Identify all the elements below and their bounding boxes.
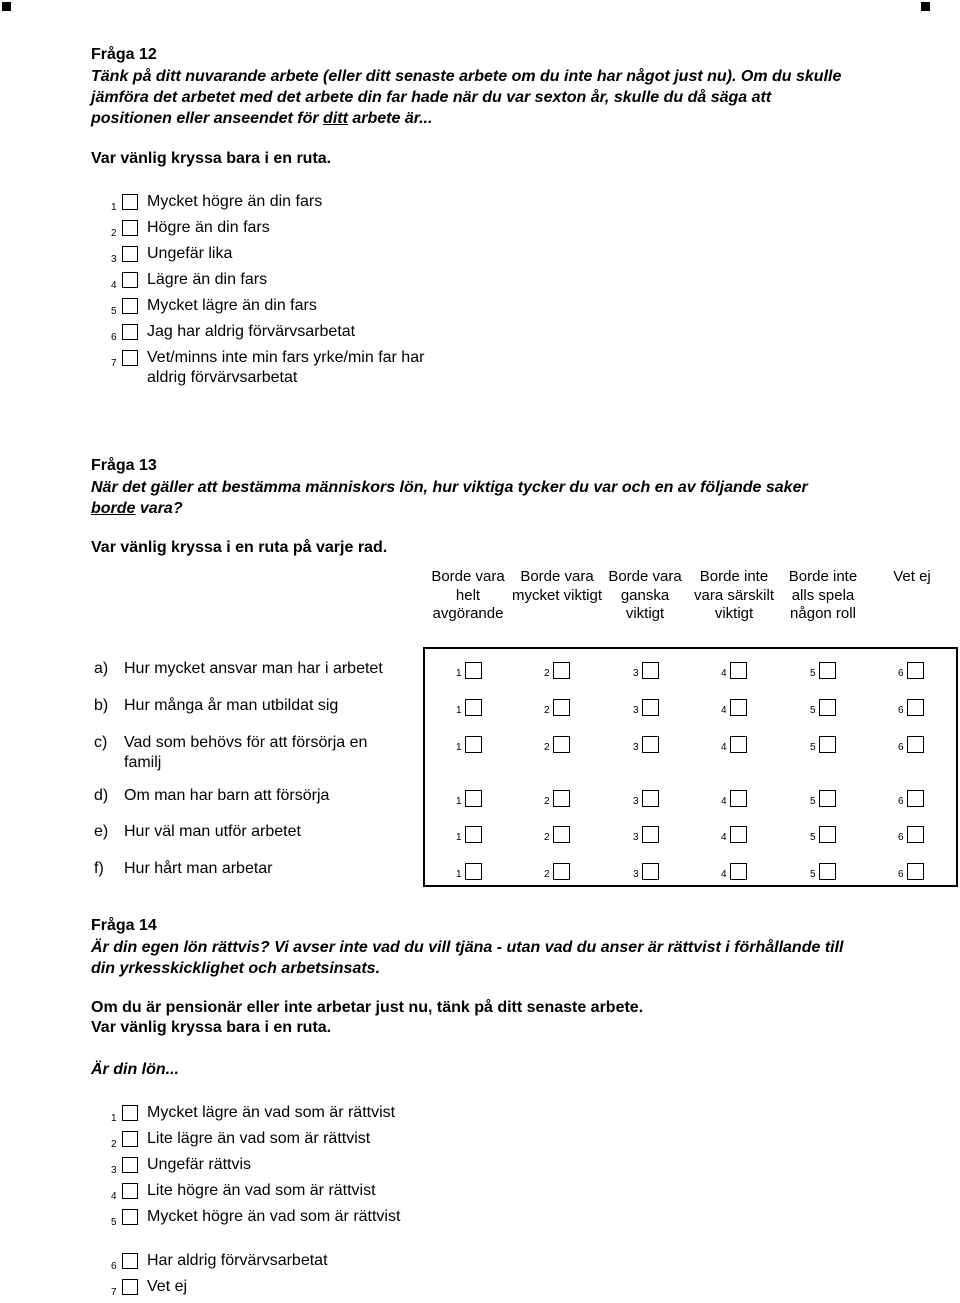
option-number: 2 <box>544 869 550 880</box>
option-number: 2 <box>111 228 117 239</box>
q14-intro <box>91 937 931 979</box>
checkbox[interactable] <box>730 826 747 843</box>
option-label: Lägre än din fars <box>147 271 268 288</box>
option-number: 6 <box>898 705 904 716</box>
row-d-option-4[interactable] <box>721 792 751 808</box>
checkbox[interactable] <box>122 350 138 366</box>
option-number: 1 <box>456 832 462 843</box>
option-number: 5 <box>111 306 117 317</box>
checkbox[interactable] <box>907 662 924 679</box>
option-number: 1 <box>111 202 117 213</box>
option-label: Ungefär lika <box>147 245 233 262</box>
option-number: 6 <box>898 668 904 679</box>
row-a-option-2[interactable] <box>544 664 574 680</box>
option-number: 2 <box>544 668 550 679</box>
option-label: Lite lägre än vad som är rättvist <box>147 1130 371 1147</box>
option-label: Mycket högre än din fars <box>147 193 323 210</box>
option-number: 4 <box>111 280 117 291</box>
checkbox[interactable] <box>465 662 482 679</box>
row-c-option-2[interactable] <box>544 738 574 754</box>
column-header-1: Borde vara helt avgörande <box>431 568 505 622</box>
option-number: 4 <box>721 869 727 880</box>
checkbox[interactable] <box>122 220 138 236</box>
checkbox[interactable] <box>730 863 747 880</box>
option-label: Vet/minns inte min fars yrke/min far har aldrig förvärvsarbetat <box>147 349 425 386</box>
checkbox[interactable] <box>553 662 570 679</box>
checkbox[interactable] <box>819 662 836 679</box>
row-d-option-3[interactable] <box>633 792 663 808</box>
option-number: 1 <box>111 1113 117 1124</box>
checkbox[interactable] <box>553 790 570 807</box>
corner-mark-left <box>2 2 11 11</box>
row-text: Hur väl man utför arbetet <box>124 823 301 840</box>
checkbox[interactable] <box>642 736 659 753</box>
row-letter: b) <box>94 697 109 714</box>
row-c-option-5[interactable] <box>810 738 840 754</box>
option-number: 2 <box>544 796 550 807</box>
row-f-option-5[interactable] <box>810 865 840 881</box>
q13-title: Fråga 13 <box>91 457 157 474</box>
row-b-option-2[interactable] <box>544 701 574 717</box>
row-f-option-4[interactable] <box>721 865 751 881</box>
option-number: 7 <box>111 358 117 369</box>
row-e-option-1[interactable] <box>456 828 486 844</box>
row-c-option-1[interactable] <box>456 738 486 754</box>
checkbox[interactable] <box>465 736 482 753</box>
option-number: 6 <box>898 832 904 843</box>
option-label: Jag har aldrig förvärvsarbetat <box>147 323 356 340</box>
q13-intro-line-2 <box>91 498 931 519</box>
option-number: 2 <box>544 832 550 843</box>
option-number: 6 <box>898 742 904 753</box>
q14-title: Fråga 14 <box>91 917 157 934</box>
option-label: Mycket högre än vad som är rättvist <box>147 1208 401 1225</box>
option-number: 1 <box>456 796 462 807</box>
q12-intro-line-3 <box>91 108 931 129</box>
row-e-option-2[interactable] <box>544 828 574 844</box>
checkbox[interactable] <box>730 699 747 716</box>
row-c-option-3[interactable] <box>633 738 663 754</box>
checkbox[interactable] <box>122 324 138 340</box>
checkbox[interactable] <box>907 863 924 880</box>
row-a-option-4[interactable] <box>721 664 751 680</box>
row-a-option-3[interactable] <box>633 664 663 680</box>
checkbox[interactable] <box>819 699 836 716</box>
checkbox[interactable] <box>819 826 836 843</box>
q12-intro-line-2: jämföra det arbetet med det arbete din far hade när du var sexton år, skulle du då säga att <box>91 89 772 106</box>
q14-intro-line-2: din yrkesskicklighet och arbetsinsats. <box>91 960 381 977</box>
row-b-option-6[interactable] <box>898 701 928 717</box>
option-number: 3 <box>633 869 639 880</box>
checkbox[interactable] <box>642 699 659 716</box>
row-f-option-2[interactable] <box>544 865 574 881</box>
corner-mark-right <box>921 2 930 11</box>
column-header-4: Borde inte vara särskilt viktigt <box>693 568 775 622</box>
row-c-option-6[interactable] <box>898 738 928 754</box>
checkbox[interactable] <box>465 790 482 807</box>
row-f-option-6[interactable] <box>898 865 928 881</box>
row-letter: c) <box>94 734 108 751</box>
checkbox[interactable] <box>122 246 138 262</box>
row-letter: f) <box>94 860 104 877</box>
column-header-3: Borde vara ganska viktigt <box>608 568 682 622</box>
row-text: Om man har barn att försörja <box>124 787 330 804</box>
row-d-option-5[interactable] <box>810 792 840 808</box>
option-number: 1 <box>456 869 462 880</box>
checkbox[interactable] <box>122 1253 138 1269</box>
checkbox[interactable] <box>122 1183 138 1199</box>
option-number: 1 <box>456 742 462 753</box>
column-header-2: Borde vara mycket viktigt <box>512 568 603 604</box>
checkbox[interactable] <box>122 1157 138 1173</box>
option-number: 1 <box>456 668 462 679</box>
option-label: Högre än din fars <box>147 219 270 236</box>
option-number: 3 <box>633 668 639 679</box>
row-letter: e) <box>94 823 109 840</box>
checkbox[interactable] <box>907 699 924 716</box>
q12-intro-line-1: Tänk på ditt nuvarande arbete (eller ditt senaste arbete om du inte har något just nu). Om du skulle <box>91 68 842 85</box>
option-label: Lite högre än vad som är rättvist <box>147 1182 376 1199</box>
grid-top-border <box>423 647 958 649</box>
q14-instruction: Var vänlig kryssa bara i en ruta. <box>91 1019 332 1036</box>
option-number: 6 <box>111 332 117 343</box>
option-number: 5 <box>810 742 816 753</box>
checkbox[interactable] <box>553 699 570 716</box>
checkbox[interactable] <box>465 826 482 843</box>
option-number: 6 <box>111 1261 117 1272</box>
q14-note: Om du är pensionär eller inte arbetar just nu, tänk på ditt senaste arbete. <box>91 999 644 1016</box>
option-number: 5 <box>111 1217 117 1228</box>
option-number: 3 <box>633 796 639 807</box>
row-b-option-5[interactable] <box>810 701 840 717</box>
checkbox[interactable] <box>465 699 482 716</box>
option-number: 4 <box>721 668 727 679</box>
checkbox[interactable] <box>907 826 924 843</box>
checkbox[interactable] <box>465 863 482 880</box>
option-number: 2 <box>544 705 550 716</box>
checkbox[interactable] <box>642 863 659 880</box>
q14-intro-line-1: Är din egen lön rättvis? Vi avser inte vad du vill tjäna - utan vad du anser är rättvist i förhållande till <box>91 939 844 956</box>
option-label: Har aldrig förvärvsarbetat <box>147 1252 328 1269</box>
option-number: 5 <box>810 869 816 880</box>
q14-question: Är din lön... <box>91 1061 179 1078</box>
option-number: 5 <box>810 705 816 716</box>
q13-intro <box>91 477 931 519</box>
q12-intro <box>91 66 931 129</box>
option-number: 4 <box>721 832 727 843</box>
row-b-option-1[interactable] <box>456 701 486 717</box>
option-number: 7 <box>111 1287 117 1298</box>
checkbox[interactable] <box>642 790 659 807</box>
row-e-option-4[interactable] <box>721 828 751 844</box>
q12-intro-line-3a: positionen eller anseendet för <box>91 110 324 127</box>
checkbox[interactable] <box>819 863 836 880</box>
row-letter: d) <box>94 787 109 804</box>
row-e-option-6[interactable] <box>898 828 928 844</box>
option-number: 3 <box>633 832 639 843</box>
checkbox[interactable] <box>819 736 836 753</box>
option-number: 4 <box>721 742 727 753</box>
checkbox[interactable] <box>642 662 659 679</box>
option-number: 6 <box>898 796 904 807</box>
row-f-option-1[interactable] <box>456 865 486 881</box>
checkbox[interactable] <box>730 662 747 679</box>
checkbox[interactable] <box>122 1209 138 1225</box>
q13-intro-line-2b: vara? <box>135 500 183 517</box>
option-number: 4 <box>721 796 727 807</box>
checkbox[interactable] <box>553 736 570 753</box>
grid-right-border <box>956 647 958 887</box>
checkbox[interactable] <box>122 298 138 314</box>
option-number: 2 <box>111 1139 117 1150</box>
checkbox[interactable] <box>553 826 570 843</box>
row-text: Hur många år man utbildat sig <box>124 697 339 714</box>
checkbox[interactable] <box>907 736 924 753</box>
option-number: 3 <box>111 1165 117 1176</box>
row-b-option-4[interactable] <box>721 701 751 717</box>
q12-instruction: Var vänlig kryssa bara i en ruta. <box>91 150 332 167</box>
row-a-option-5[interactable] <box>810 664 840 680</box>
grid-bottom-border <box>423 885 958 887</box>
q13-intro-line-1: När det gäller att bestämma människors lön, hur viktiga tycker du var och en av följande saker <box>91 479 808 496</box>
row-text: Hur mycket ansvar man har i arbetet <box>124 660 383 677</box>
checkbox[interactable] <box>122 272 138 288</box>
row-d-option-1[interactable] <box>456 792 486 808</box>
grid-left-border <box>423 647 425 887</box>
option-label: Mycket lägre än din fars <box>147 297 317 314</box>
row-b-option-3[interactable] <box>633 701 663 717</box>
option-number: 5 <box>810 832 816 843</box>
option-number: 4 <box>111 1191 117 1202</box>
row-e-option-3[interactable] <box>633 828 663 844</box>
column-header-5: Borde inte alls spela någon roll <box>788 568 858 622</box>
checkbox[interactable] <box>122 1105 138 1121</box>
q13-instruction: Var vänlig kryssa i en ruta på varje rad. <box>91 539 388 556</box>
row-a-option-6[interactable] <box>898 664 928 680</box>
row-d-option-2[interactable] <box>544 792 574 808</box>
checkbox[interactable] <box>553 863 570 880</box>
checkbox[interactable] <box>122 1279 138 1295</box>
option-number: 6 <box>898 869 904 880</box>
row-text: Vad som behövs för att försörja en familj <box>124 734 368 771</box>
row-text: Hur hårt man arbetar <box>124 860 273 877</box>
row-d-option-6[interactable] <box>898 792 928 808</box>
row-letter: a) <box>94 660 109 677</box>
checkbox[interactable] <box>730 736 747 753</box>
option-number: 3 <box>111 254 117 265</box>
option-label: Ungefär rättvis <box>147 1156 252 1173</box>
option-number: 5 <box>810 796 816 807</box>
checkbox[interactable] <box>730 790 747 807</box>
q12-intro-line-3b: arbete är... <box>347 110 433 127</box>
checkbox[interactable] <box>122 1131 138 1147</box>
option-number: 3 <box>633 742 639 753</box>
row-f-option-3[interactable] <box>633 865 663 881</box>
checkbox[interactable] <box>122 194 138 210</box>
option-label: Vet ej <box>147 1278 188 1295</box>
q12-intro-emphasis: ditt <box>323 110 348 127</box>
option-label: Mycket lägre än vad som är rättvist <box>147 1104 396 1121</box>
checkbox[interactable] <box>819 790 836 807</box>
option-number: 1 <box>456 705 462 716</box>
row-c-option-4[interactable] <box>721 738 751 754</box>
checkbox[interactable] <box>642 826 659 843</box>
q12-title: Fråga 12 <box>91 46 157 63</box>
row-e-option-5[interactable] <box>810 828 840 844</box>
checkbox[interactable] <box>907 790 924 807</box>
column-header-6: Vet ej <box>893 568 931 585</box>
q13-intro-emphasis: borde <box>91 500 136 517</box>
option-number: 2 <box>544 742 550 753</box>
option-number: 4 <box>721 705 727 716</box>
option-number: 3 <box>633 705 639 716</box>
option-number: 5 <box>810 668 816 679</box>
row-a-option-1[interactable] <box>456 664 486 680</box>
